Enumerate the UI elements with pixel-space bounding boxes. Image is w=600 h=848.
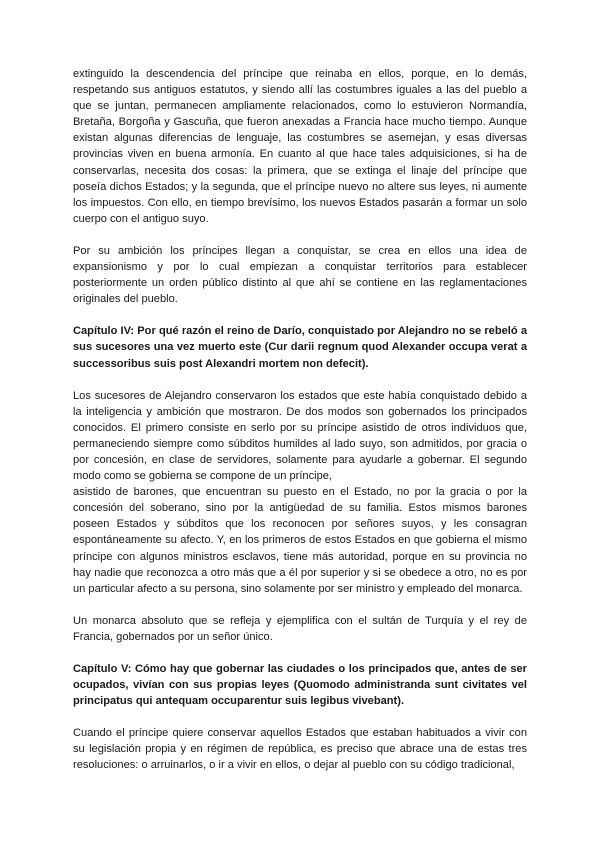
chapter-5-heading: Capítulo V: Cómo hay que gobernar las ciudades o los principados que, antes de ser ocupados, vivían con sus propias leyes (Quomodo administranda sunt civitates vel principatus qui antequam occuparentur suis legibus vivebant). [73,663,527,708]
chapter-4-heading: Capítulo IV: Por qué razón el reino de Darío, conquistado por Alejandro no se rebeló a sus sucesores una vez muerto este (Cur darii regnum quod Alexander occupa verat a successoribus suis post Alexandri mortem non defecit). [73,325,527,370]
paragraph-4: Un monarca absoluto que se refleja y ejemplifica con el sultán de Turquía y el rey de Francia, gobernados por un señor único. [73,614,527,643]
paragraph-2: Por su ambición los príncipes llegan a conquistar, se crea en ellos una idea de expansionismo y por lo cual empiezan a conquistar territorios para establecer posteriormente un orden público distinto al que ahí se contiene en las reglamentaciones originales del pueblo. [73,244,527,306]
paragraph-1: extinguido la descendencia del príncipe que reinaba en ellos, porque, en lo demás, respetando sus antiguos estatutos, y siendo allí las costumbres iguales a las del pueblo a que se juntan, permanecen ampliamente relacionados, como lo estuvieron Normandía, Bretaña, Borgoña y Gascuña, que fueron anexadas a Francia hace mucho tiempo. Aunque existan algunas diferencias de lenguaje, las costumbres se asemejan, y esas diversas provincias viven en buena armonía. En cuanto al que hace tales adquisiciones, si ha de conservarlas, necesita dos cosas: la primera, que se extinga el linaje del príncipe que poseía dichos Estados; y la segunda, que el príncipe nuevo no altere sus leyes, ni aumente los impuestos. Con ello, en tiempo brevísimo, los nuevos Estados pasarán a formar un solo cuerpo con el antiguo suyo. [73,68,527,225]
paragraph-3-part-2: asistido de barones, que encuentran su puesto en el Estado, no por la gracia o por la concesión del soberano, sino por la antigüedad de su familia. Estos mismos barones poseen Estados y súbditos que los reconocen por señores suyos, y les consagran espontáneamente su afecto. Y, en los primeros de estos Estados en que gobierna el mismo príncipe con algunos ministros esclavos, tiene más autoridad, porque en su provincia no hay nadie que reconozca a otro más que a él por superior y si se obedece a otro, no es por un particular afecto a su persona, sino solamente por ser ministro y empleado del monarca. [73,486,527,595]
paragraph-5: Cuando el príncipe quiere conservar aquellos Estados que estaban habituados a vivir con su legislación propia y en régimen de república, es preciso que abrace una de estas tres resoluciones: o arruinarlos, o ir a vivir en ellos, o dejar al pueblo con su código tradicional, [73,727,527,772]
paragraph-3-part-1: Los sucesores de Alejandro conservaron los estados que este había conquistado debido a la inteligencia y ambición que mostraron. De dos modos son gobernados los principados conocidos. El primero consiste en serlo por su príncipe asistido de otros individuos que, permaneciendo siempre como súbditos humildes al lado suyo, son admitidos, por gracia o por concesión, en clase de servidores, solamente para ayudarle a gobernar. El segundo modo como se gobierna se compone de un príncipe, [73,389,527,483]
